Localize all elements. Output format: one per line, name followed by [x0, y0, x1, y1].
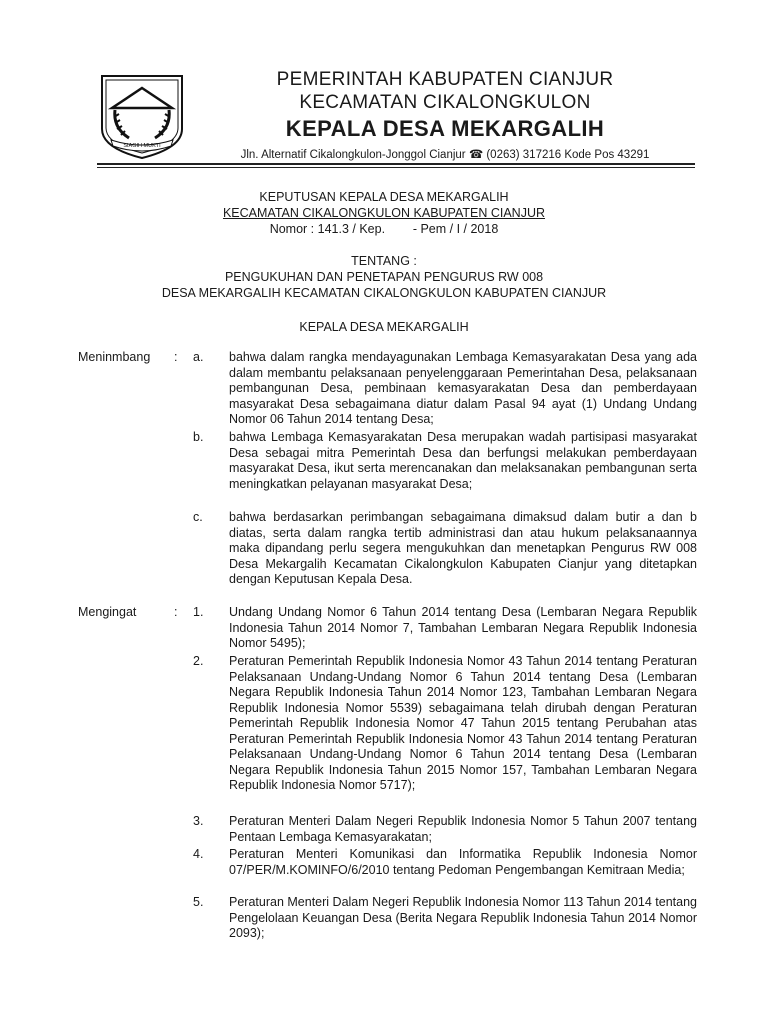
menimbang-label: Meninmbang	[78, 350, 151, 364]
decree-number: Nomor : 141.3 / Kep. - Pem / I / 2018	[269, 222, 499, 236]
letterhead-government: PEMERINTAH KABUPATEN CIANJUR	[276, 69, 614, 90]
mengingat-label: Mengingat	[78, 605, 137, 619]
letterhead-district: KECAMATAN CIKALONGKULON	[299, 92, 591, 113]
about-line-1: PENGUKUHAN DAN PENETAPAN PENGURUS RW 008	[224, 270, 544, 284]
legal-basis-mark: 3.	[193, 814, 204, 828]
decree-subtitle: KECAMATAN CIKALONGKULON KABUPATEN CIANJUR	[222, 206, 546, 220]
decree-title: KEPUTUSAN KEPALA DESA MEKARGALIH	[259, 190, 509, 204]
legal-basis-mark: 5.	[193, 895, 204, 909]
legal-basis-text: Undang Undang Nomor 6 Tahun 2014 tentang Desa (Lembaran Negara Republik Indonesia Tahun 2014 Nomor 7, Tambahan Lembaran Negara Republik Indonesia Nomor 5495);	[229, 605, 697, 650]
letterhead-rule-thin	[97, 167, 695, 168]
letterhead-office: KEPALA DESA MEKARGALIH	[285, 116, 605, 141]
consideration-text: bahwa dalam rangka mendayagunakan Lembaga Kemasyarakatan Desa yang ada dalam membantu pelaksanaan penyelenggaraan Pemerintahan Desa, pelaksanaan pembangunan Desa, pembinaan kemasyarakatan Desa dan pemberdayaan masyarakat Desa sebagaimana diatur dalam Pasal 94 ayat (1) Undang Undang Nomor 06 Tahun 2014 tentang Desa;	[229, 350, 697, 426]
logo-motto: SIAGIH MUKTI	[123, 143, 161, 149]
menimbang-colon: :	[174, 350, 178, 364]
legal-basis-mark: 2.	[193, 654, 204, 668]
consideration-mark: a.	[193, 350, 204, 364]
legal-basis-text: Peraturan Menteri Komunikasi dan Informatika Republik Indonesia Nomor 07/PER/M.KOMINFO/6/2010 tentang Pedoman Pengembangan Kemitraan Media;	[229, 847, 697, 877]
legal-basis-mark: 1.	[193, 605, 204, 619]
legal-basis-text: Peraturan Pemerintah Republik Indonesia Nomor 43 Tahun 2014 tentang Peraturan Pelaksanaan Undang-Undang Nomor 6 Tahun 2014 tentang Desa (Lembaran Negara Republik Indonesia Tahun 2014 Nomor 123, Tambahan Lembaran Negara Republik Indonesia Nomor 5539) sebagaimana telah dirubah dengan Peraturan Pemerintah Republik Indonesia Nomor 47 Tahun 2015 tentang Perubahan atas Peraturan Pemerintah Republik Indonesia Nomor 43 Tahun 2014 tentang Peraturan Pelaksanaan Undang-Undang Nomor 6 Tahun 2014 tentang Desa (Lembaran Negara Republik Indonesia Tahun 2015 Nomor 157, Tambahan Lembaran Negara Republik Indonesia Nomor 5717);	[229, 654, 697, 792]
about-label: TENTANG :	[351, 254, 417, 268]
mengingat-colon: :	[174, 605, 178, 619]
about-line-2: DESA MEKARGALIH KECAMATAN CIKALONGKULON KABUPATEN CIANJUR	[161, 286, 607, 300]
consideration-mark: c.	[193, 510, 203, 524]
consideration-text: bahwa Lembaga Kemasyarakatan Desa merupakan wadah partisipasi masyarakat Desa sebagai mitra Pemerintah Desa dan berfungsi melakukan pemberdayaan masyarakat Desa, ikut serta merencanakan dan melaksanakan pembangunan serta meningkatkan pelayanan masyarakat Desa;	[229, 430, 697, 491]
consideration-mark: b.	[193, 430, 204, 444]
letterhead-rule-thick	[97, 163, 695, 165]
legal-basis-mark: 4.	[193, 847, 204, 861]
regency-emblem-logo	[99, 74, 185, 160]
consideration-text: bahwa berdasarkan perimbangan sebagaimana dimaksud dalam butir a dan b diatas, serta dalam rangka tertib administrasi dan atau hukum pelaksanaannya maka dipandang perlu segera mengukuhkan dan menetapkan Pengurus RW 008 Desa Mekargalih Kecamatan Cikalongkulon Kabupaten Cianjur yang ditetapkan dengan Keputusan Kepala Desa.	[229, 510, 697, 586]
legal-basis-text: Peraturan Menteri Dalam Negeri Republik Indonesia Nomor 5 Tahun 2007 tentang Pentaan Lembaga Kemasyarakatan;	[229, 814, 697, 844]
legal-basis-text: Peraturan Menteri Dalam Negeri Republik Indonesia Nomor 113 Tahun 2014 tentang Pengelolaan Keuangan Desa (Berita Negara Republik Indonesia Tahun 2014 Nomor 2093);	[229, 895, 697, 940]
issuer-heading: KEPALA DESA MEKARGALIH	[299, 320, 469, 334]
letterhead-address: Jln. Alternatif Cikalongkulon-Jonggol Cianjur ☎ (0263) 317216 Kode Pos 43291	[240, 149, 650, 161]
letterhead	[195, 68, 695, 163]
